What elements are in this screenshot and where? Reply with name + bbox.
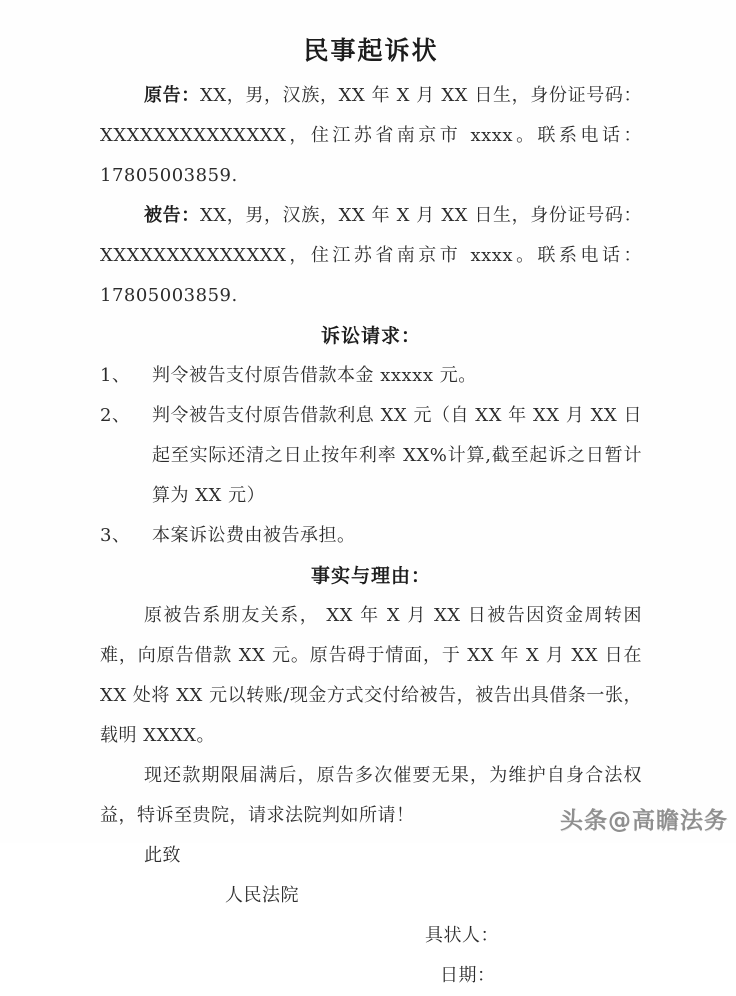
facts-paragraph-2: 现还款期限届满后，原告多次催要无果，为维护自身合法权益，特诉至贵院，请求法院判如所请！ [100,765,642,826]
defendant-paragraph [100,196,642,316]
petitioner-label: 具状人： [425,925,499,946]
claim-text-1: 判令被告支付原告借款本金 xxxxx 元。 [152,365,477,386]
claim-text-3: 本案诉讼费由被告承担。 [152,525,356,546]
closing-salute: 此致 [144,845,181,866]
facts-paragraph-1: 原被告系朋友关系， XX 年 X 月 XX 日被告因资金周转困难，向原告借款 XX 元。原告碍于情面，于 XX 年 X 月 XX 日在 XX 处将 XX 元以转账/现金方式交付给被告，被告出具借条一张，载明 XXXX。 [100,605,642,746]
facts-heading: 事实与理由： [310,565,431,587]
plaintiff-text: XX，男，汉族，XX 年 X 月 XX 日生，身份证号码：XXXXXXXXXXXXXX，住江苏省南京市 xxxx。联系电话：17805003859. [100,85,643,186]
claim-item-2 [100,396,642,516]
toutiao-watermark: 头条@高瞻法务 [560,808,728,834]
claim-number-3: 3、 [100,525,131,546]
defendant-label: 被告： [144,205,200,226]
document-title: 民事起诉状 [303,36,439,65]
date-label: 日期： [440,965,496,986]
claim-number-2: 2、 [100,405,131,426]
plaintiff-label: 原告： [144,85,200,106]
claims-heading: 诉讼请求： [320,325,421,347]
defendant-text: XX，男，汉族，XX 年 X 月 XX 日生，身份证号码：XXXXXXXXXXXXXX，住江苏省南京市 xxxx。联系电话：17805003859. [100,205,643,306]
closing-court: 人民法院 [225,885,299,906]
claim-item-3 [100,516,642,556]
claim-number-1: 1、 [100,365,131,386]
claim-text-2: 判令被告支付原告借款利息 XX 元（自 XX 年 XX 月 XX 日起至实际还清之日止按年利率 XX%计算,截至起诉之日暂计算为 XX 元） [152,405,642,506]
plaintiff-paragraph [100,76,642,196]
claim-item-1 [100,356,642,396]
